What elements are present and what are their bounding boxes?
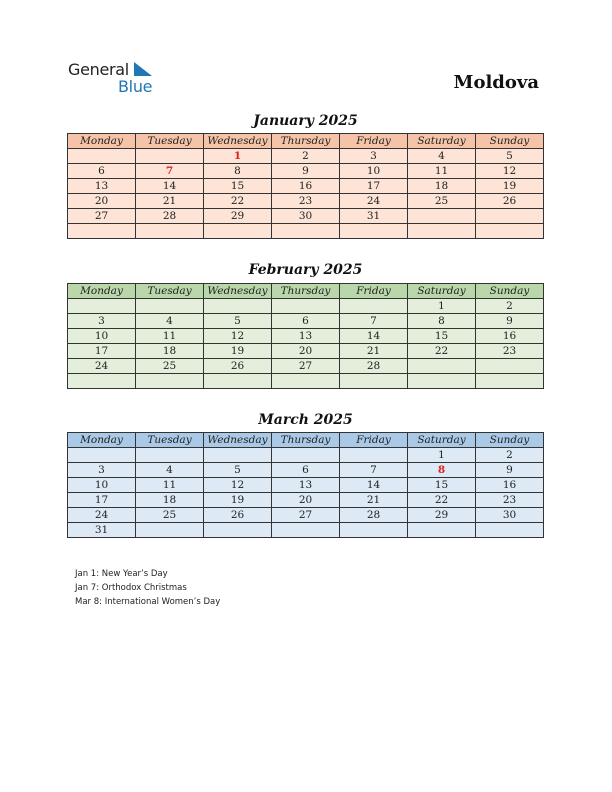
day-cell: 11 (408, 164, 476, 179)
weekday-header: Thursday (272, 284, 340, 299)
day-cell: 9 (476, 463, 544, 478)
day-cell: 10 (68, 478, 136, 493)
weekday-header: Wednesday (204, 134, 272, 149)
empty-day-cell (68, 374, 136, 389)
weekday-header: Friday (340, 134, 408, 149)
day-cell: 9 (272, 164, 340, 179)
day-cell: 21 (136, 194, 204, 209)
week-row (68, 194, 544, 209)
day-cell: 8 (408, 463, 476, 478)
empty-day-cell (68, 299, 136, 314)
week-row (68, 299, 544, 314)
empty-day-cell (408, 359, 476, 374)
day-cell: 4 (136, 463, 204, 478)
day-cell: 2 (476, 299, 544, 314)
month-title-january: January 2025 (253, 113, 358, 129)
day-cell: 24 (68, 359, 136, 374)
day-cell: 5 (204, 314, 272, 329)
day-cell: 27 (68, 209, 136, 224)
day-cell: 24 (340, 194, 408, 209)
day-cell: 5 (204, 463, 272, 478)
day-cell: 17 (68, 493, 136, 508)
empty-day-cell (408, 224, 476, 239)
logo-text-blue: Blue (118, 77, 153, 96)
weekday-header: Sunday (476, 134, 544, 149)
day-cell: 10 (68, 329, 136, 344)
generalblue-logo (68, 60, 168, 96)
day-cell: 15 (408, 329, 476, 344)
empty-day-cell (340, 448, 408, 463)
empty-day-cell (340, 224, 408, 239)
empty-day-cell (136, 448, 204, 463)
day-cell: 12 (204, 478, 272, 493)
day-cell: 27 (272, 359, 340, 374)
day-cell: 1 (204, 149, 272, 164)
day-cell: 19 (204, 493, 272, 508)
day-cell: 25 (136, 359, 204, 374)
day-cell: 21 (340, 344, 408, 359)
weekday-header: Tuesday (136, 284, 204, 299)
day-cell: 25 (408, 194, 476, 209)
weekday-header: Wednesday (204, 284, 272, 299)
week-row (68, 224, 544, 239)
day-cell: 28 (340, 508, 408, 523)
country-title: Moldova (453, 72, 539, 93)
day-cell: 2 (272, 149, 340, 164)
day-cell: 19 (204, 344, 272, 359)
day-cell: 13 (68, 179, 136, 194)
day-cell: 17 (340, 179, 408, 194)
day-cell: 16 (476, 329, 544, 344)
day-cell: 23 (272, 194, 340, 209)
day-cell: 21 (340, 493, 408, 508)
weekday-header: Monday (68, 134, 136, 149)
day-cell: 31 (340, 209, 408, 224)
empty-day-cell (408, 209, 476, 224)
weekday-header: Tuesday (136, 134, 204, 149)
weekday-header: Friday (340, 433, 408, 448)
day-cell: 29 (408, 508, 476, 523)
day-cell: 27 (272, 508, 340, 523)
week-row (68, 508, 544, 523)
empty-day-cell (68, 224, 136, 239)
empty-day-cell (136, 523, 204, 538)
day-cell: 15 (204, 179, 272, 194)
day-cell: 3 (340, 149, 408, 164)
day-cell: 17 (68, 344, 136, 359)
day-cell: 10 (340, 164, 408, 179)
empty-day-cell (408, 523, 476, 538)
holiday-note: Jan 7: Orthodox Christmas (75, 583, 187, 593)
weekday-header: Wednesday (204, 433, 272, 448)
week-row (68, 209, 544, 224)
day-cell: 4 (408, 149, 476, 164)
day-cell: 20 (272, 344, 340, 359)
weekday-header: Sunday (476, 433, 544, 448)
empty-day-cell (204, 374, 272, 389)
week-row (68, 448, 544, 463)
week-row (68, 493, 544, 508)
empty-day-cell (272, 448, 340, 463)
day-cell: 2 (476, 448, 544, 463)
day-cell: 12 (204, 329, 272, 344)
day-cell: 3 (68, 314, 136, 329)
week-row (68, 523, 544, 538)
day-cell: 9 (476, 314, 544, 329)
day-cell: 26 (476, 194, 544, 209)
empty-day-cell (272, 374, 340, 389)
logo-triangle-icon (134, 62, 154, 78)
day-cell: 18 (136, 493, 204, 508)
day-cell: 7 (340, 314, 408, 329)
empty-day-cell (476, 209, 544, 224)
empty-day-cell (204, 299, 272, 314)
day-cell: 30 (272, 209, 340, 224)
empty-day-cell (476, 374, 544, 389)
day-cell: 7 (136, 164, 204, 179)
day-cell: 16 (272, 179, 340, 194)
empty-day-cell (340, 523, 408, 538)
month-title-march: March 2025 (258, 412, 353, 428)
day-cell: 13 (272, 478, 340, 493)
weekday-header: Monday (68, 284, 136, 299)
day-cell: 26 (204, 508, 272, 523)
weekday-header-row (68, 284, 544, 299)
empty-day-cell (340, 299, 408, 314)
day-cell: 20 (68, 194, 136, 209)
empty-day-cell (204, 448, 272, 463)
weekday-header: Thursday (272, 433, 340, 448)
empty-day-cell (340, 374, 408, 389)
day-cell: 14 (340, 329, 408, 344)
weekday-header: Friday (340, 284, 408, 299)
empty-day-cell (408, 374, 476, 389)
day-cell: 18 (408, 179, 476, 194)
day-cell: 5 (476, 149, 544, 164)
day-cell: 11 (136, 478, 204, 493)
week-row (68, 149, 544, 164)
week-row (68, 329, 544, 344)
logo-text-general: General (68, 60, 129, 79)
week-row (68, 374, 544, 389)
week-row (68, 463, 544, 478)
day-cell: 28 (136, 209, 204, 224)
day-cell: 26 (204, 359, 272, 374)
holiday-note: Mar 8: International Women’s Day (75, 597, 221, 607)
day-cell: 1 (408, 448, 476, 463)
weekday-header: Saturday (408, 134, 476, 149)
holiday-note: Jan 1: New Year’s Day (75, 569, 168, 579)
day-cell: 18 (136, 344, 204, 359)
month-title-february: February 2025 (248, 262, 363, 278)
day-cell: 16 (476, 478, 544, 493)
empty-day-cell (272, 224, 340, 239)
weekday-header: Saturday (408, 284, 476, 299)
empty-day-cell (136, 149, 204, 164)
day-cell: 14 (136, 179, 204, 194)
weekday-header: Saturday (408, 433, 476, 448)
day-cell: 6 (68, 164, 136, 179)
empty-day-cell (68, 149, 136, 164)
week-row (68, 478, 544, 493)
calendar-january (67, 133, 544, 239)
day-cell: 8 (204, 164, 272, 179)
day-cell: 20 (272, 493, 340, 508)
empty-day-cell (136, 299, 204, 314)
day-cell: 15 (408, 478, 476, 493)
day-cell: 19 (476, 179, 544, 194)
empty-day-cell (272, 299, 340, 314)
day-cell: 11 (136, 329, 204, 344)
day-cell: 28 (340, 359, 408, 374)
weekday-header-row (68, 134, 544, 149)
week-row (68, 359, 544, 374)
day-cell: 13 (272, 329, 340, 344)
calendar-march (67, 432, 544, 538)
week-row (68, 164, 544, 179)
week-row (68, 179, 544, 194)
day-cell: 4 (136, 314, 204, 329)
day-cell: 30 (476, 508, 544, 523)
day-cell: 23 (476, 493, 544, 508)
day-cell: 6 (272, 463, 340, 478)
weekday-header: Thursday (272, 134, 340, 149)
holiday-notes (75, 567, 220, 609)
day-cell: 22 (408, 344, 476, 359)
day-cell: 12 (476, 164, 544, 179)
weekday-header: Tuesday (136, 433, 204, 448)
day-cell: 31 (68, 523, 136, 538)
empty-day-cell (476, 224, 544, 239)
week-row (68, 344, 544, 359)
day-cell: 29 (204, 209, 272, 224)
empty-day-cell (476, 523, 544, 538)
empty-day-cell (136, 224, 204, 239)
day-cell: 24 (68, 508, 136, 523)
empty-day-cell (204, 523, 272, 538)
day-cell: 25 (136, 508, 204, 523)
weekday-header: Monday (68, 433, 136, 448)
day-cell: 23 (476, 344, 544, 359)
day-cell: 22 (408, 493, 476, 508)
day-cell: 1 (408, 299, 476, 314)
day-cell: 7 (340, 463, 408, 478)
weekday-header-row (68, 433, 544, 448)
weekday-header: Sunday (476, 284, 544, 299)
empty-day-cell (476, 359, 544, 374)
empty-day-cell (136, 374, 204, 389)
week-row (68, 314, 544, 329)
empty-day-cell (68, 448, 136, 463)
day-cell: 6 (272, 314, 340, 329)
calendar-february (67, 283, 544, 389)
empty-day-cell (204, 224, 272, 239)
day-cell: 14 (340, 478, 408, 493)
empty-day-cell (272, 523, 340, 538)
day-cell: 8 (408, 314, 476, 329)
day-cell: 22 (204, 194, 272, 209)
day-cell: 3 (68, 463, 136, 478)
